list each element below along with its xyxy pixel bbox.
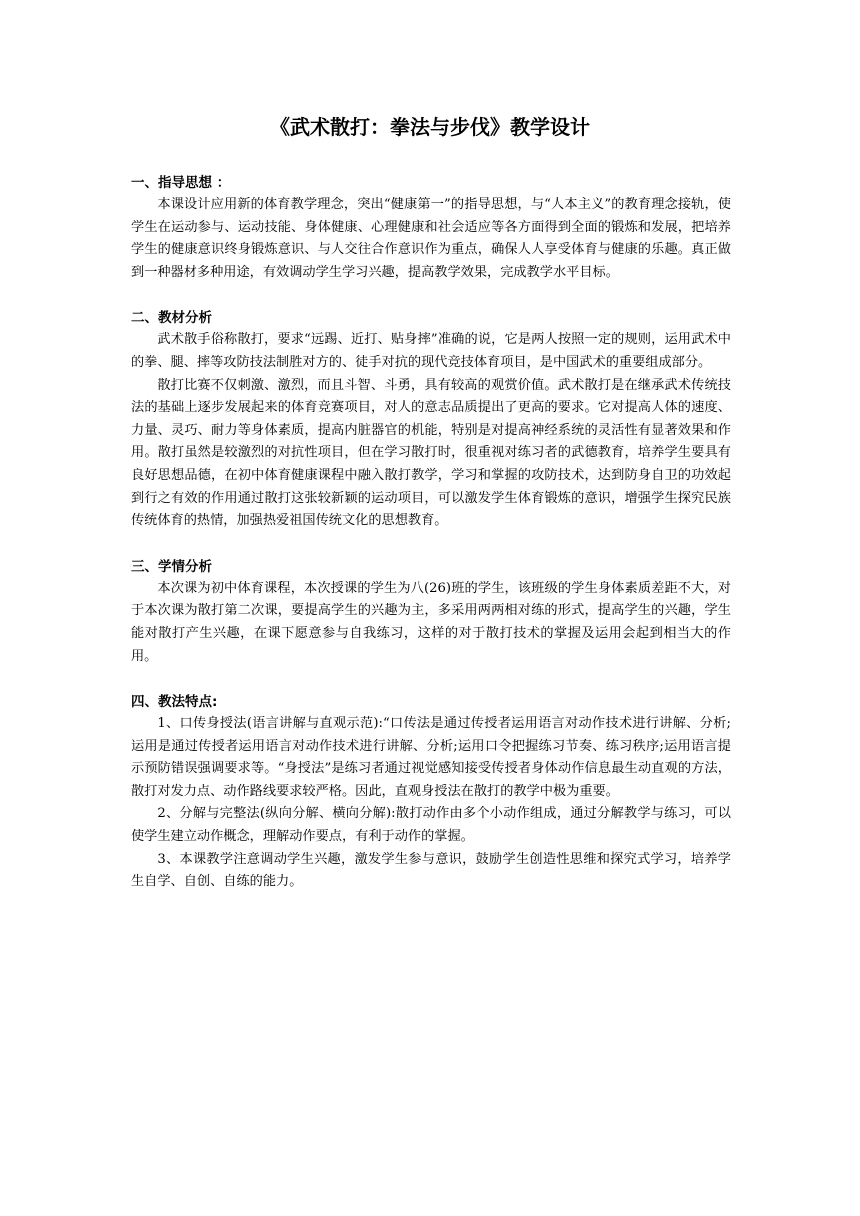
- section-student-analysis: [131, 556, 731, 668]
- section-heading: 四、教法特点:: [131, 694, 218, 711]
- document-body: [131, 172, 731, 917]
- section-heading: 三、学情分析: [131, 558, 212, 575]
- section-paragraph: 本课设计应用新的体育教学理念，突出“健康第一”的指导思想，与“人本主义”的教育理念接轨，使学生在运动参与、运动技能、身体健康、心理健康和社会适应等各方面得到全面的锻炼和发展，把培养学生的健康意识终身锻炼意识、与人交往合作意识作为重点，确保人人享受体育与健康的乐趣。真正做到一种器材多种用途，有效调动学生学习兴趣，提高教学效果，完成教学水平目标。: [131, 197, 731, 280]
- section-paragraph: 本次课为初中体育课程，本次授课的学生为八(26)班的学生，该班级的学生身体素质差距不大，对于本次课为散打第二次课，要提高学生的兴趣为主，多采用两两相对练的形式，提高学生的兴趣，学生能对散打产生兴趣，在课下愿意参与自我练习，这样的对于散打技术的掌握及运用会起到相当大的作用。: [131, 580, 731, 664]
- section-paragraph: 散打比赛不仅刺激、激烈，而且斗智、斗勇，具有较高的观赏价值。武术散打是在继承武术传统技法的基础上逐步发展起来的体育竞赛项目，对人的意志品质提出了更高的要求。它对提高人体的速度、力量、灵巧、耐力等身体素质，提高内脏器官的机能，特别是对提高神经系统的灵活性有显著效果和作用。散打虽然是较激烈的对抗性项目，但在学习散打时，很重视对练习者的武德教育，培养学生要具有良好思想品德，在初中体育健康课程中融入散打教学，学习和掌握的攻防技术，达到防身自卫的功效起到行之有效的作用通过散打这张较新颖的运动项目，可以激发学生体育锻炼的意识，增强学生探究民族传统体育的热情，加强热爱祖国传统文化的思想教育。: [131, 377, 731, 529]
- document-title: 《武术散打：拳法与步伐》教学设计: [270, 115, 590, 139]
- section-paragraph: 1、口传身授法(语言讲解与直观示范):“口传法是通过传授者运用语言对动作技术进行讲解、分析;运用是通过传授者运用语言对动作技术进行讲解、分析;运用口令把握练习节奏、练习秩序;运用语言提示预防错误强调要求等。“身授法”是练习者通过视觉感知接受传授者身体动作信息最生动直观的方法，散打对发力点、动作路线要求较严格。因此，直观身授法在散打的教学中极为重要。: [131, 716, 731, 799]
- section-heading: 二、教材分析: [131, 310, 212, 327]
- section-guiding-ideology: [131, 172, 731, 284]
- section-paragraph: 2、分解与完整法(纵向分解、横向分解):散打动作由多个小动作组成，通过分解教学与练习，可以使学生建立动作概念，理解动作要点，有利于动作的掌握。: [131, 806, 731, 845]
- section-paragraph: 3、本课教学注意调动学生兴趣，激发学生参与意识，鼓励学生创造性思维和探究式学习，培养学生自学、自创、自练的能力。: [131, 851, 731, 890]
- section-paragraph: 武术散手俗称散打，要求“远踢、近打、贴身摔”准确的说，它是两人按照一定的规则，运用武术中的拳、腿、摔等攻防技法制胜对方的、徒手对抗的现代竞技体育项目，是中国武术的重要组成部分。: [131, 332, 731, 370]
- section-heading: 一、指导思想 ：: [131, 175, 231, 191]
- section-teaching-methods: [131, 691, 731, 894]
- section-material-analysis: [131, 307, 731, 532]
